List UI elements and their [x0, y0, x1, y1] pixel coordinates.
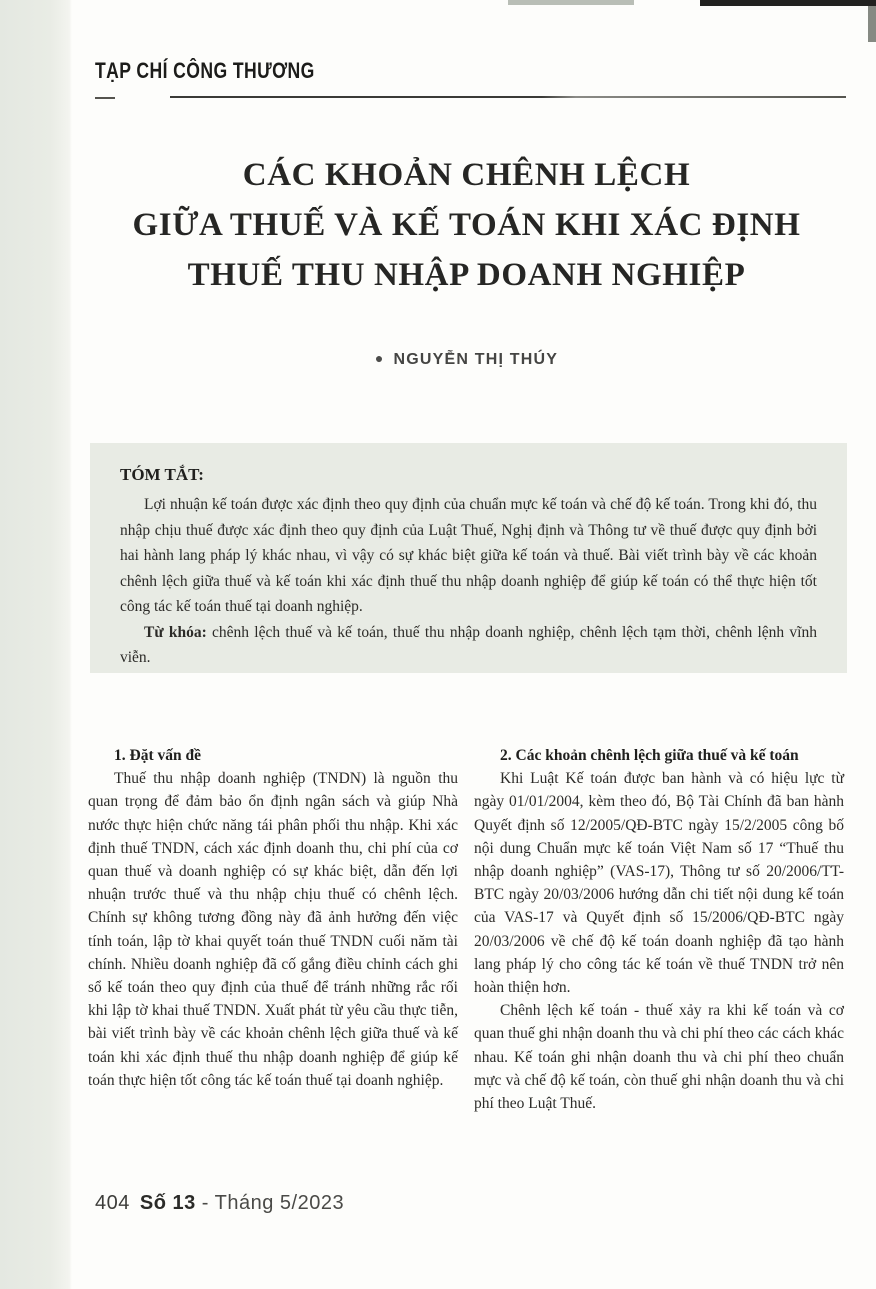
page-footer	[95, 1192, 344, 1215]
keywords-label: Từ khóa:	[144, 623, 207, 641]
scan-artifact-bar-light	[508, 0, 634, 5]
section-2-paragraph-1: Khi Luật Kế toán được ban hành và có hiệu lực từ ngày 01/01/2004, kèm theo đó, Bộ Tài Chính đã ban hành Quyết định số 12/2005/QĐ-BTC ngày 15/2/2005 công bố nội dung Chuẩn mực kế toán Việt Nam số 17 “Thuế thu nhập doanh nghiệp” (VAS-17), Thông tư số 20/2006/TT-BTC ngày 20/03/2006 hướng dẫn chi tiết nội dung kế toán của VAS-17 và Quyết định số 15/2006/QĐ-BTC ngày 20/03/2006 về chế độ kế toán doanh nghiệp đã tạo hành lang pháp lý cho công tác kế toán về thuế TNDN trở nên hoàn thiện hơn.	[474, 770, 844, 997]
issue-label: Số 13	[139, 1192, 196, 1214]
page-number: 404	[95, 1192, 130, 1214]
scan-artifact-bar-dark	[700, 0, 876, 6]
abstract-keywords	[120, 620, 817, 671]
article-body-columns	[88, 744, 845, 1115]
article-title-line-2: GIỮA THUẾ VÀ KẾ TOÁN KHI XÁC ĐỊNH	[132, 207, 801, 243]
issue-date: - Tháng 5/2023	[195, 1192, 345, 1214]
author-bullet-icon: ●	[374, 350, 385, 366]
abstract-box	[90, 443, 847, 673]
column-right	[474, 744, 844, 1115]
section-1-heading: 1. Đặt vấn đề	[114, 747, 201, 764]
scan-artifact-right-notch	[868, 6, 876, 42]
section-2-heading: 2. Các khoản chênh lệch giữa thuế và kế toán	[500, 747, 799, 764]
header-rule-line	[170, 96, 846, 98]
keywords-text: chênh lệch thuế và kế toán, thuế thu nhập doanh nghiệp, chênh lệch tạm thời, chênh lệnh vĩnh viễn.	[120, 623, 817, 666]
section-2-paragraph-2: Chênh lệch kế toán - thuế xảy ra khi kế toán và cơ quan thuế ghi nhận doanh thu và chi phí theo các cách khác nhau. Kế toán ghi nhận doanh thu và chi phí theo chuẩn mực và chế độ kế toán, còn thuế ghi nhận doanh thu và chi phí theo Luật Thuế.	[474, 1002, 844, 1113]
journal-name: TẠP CHÍ CÔNG THƯƠNG	[95, 58, 315, 83]
article-title-line-3: THUẾ THU NHẬP DOANH NGHIỆP	[187, 257, 746, 293]
author-name: NGUYỄN THỊ THÚY	[393, 351, 559, 368]
author-byline	[88, 351, 845, 369]
abstract-heading: TÓM TẮT:	[120, 465, 204, 484]
column-left	[88, 744, 458, 1115]
scan-edge-strip	[0, 0, 72, 1289]
abstract-body: Lợi nhuận kế toán được xác định theo quy định của chuẩn mực kế toán và chế độ kế toán. Trong khi đó, thu nhập chịu thuế được xác định theo quy định của Luật Thuế, Nghị định và Thông tư về thuế được quy định bởi hai hành lang pháp lý khác nhau, vì vậy có sự khác biệt giữa kế toán và thuế. Bài viết trình bày về các khoản chênh lệch giữa thuế và kế toán khi xác định thuế thu nhập doanh nghiệp để giúp kế toán có thể thực hiện tốt công tác kế toán thuế tại doanh nghiệp.	[120, 496, 817, 615]
article-title	[88, 150, 845, 300]
article-title-line-1: CÁC KHOẢN CHÊNH LỆCH	[242, 157, 691, 193]
section-1-paragraph-1: Thuế thu nhập doanh nghiệp (TNDN) là nguồn thu quan trọng để đảm bảo ổn định ngân sách và giúp Nhà nước thực hiện chức năng tái phân phối thu nhập. Khi xác định thuế TNDN, cách xác định doanh thu, chi phí của cơ quan thuế và doanh nghiệp có sự khác biệt, dẫn đến lợi nhuận trước thuế và thu nhập chịu thuế có chênh lệch. Chính sự không tương đồng này đã ảnh hưởng đến việc tính toán, lập tờ khai quyết toán thuế TNDN cuối năm tài chính. Nhiều doanh nghiệp đã cố gắng điều chỉnh cách ghi sổ kế toán theo quy định của thuế để tránh những rắc rối khi lập tờ khai thuế TNDN. Xuất phát từ yêu cầu thực tiễn, bài viết trình bày về các khoản chênh lệch giữa thuế và kế toán khi xác định thuế thu nhập doanh nghiệp để giúp kế toán thực hiện tốt công tác kế toán thuế tại doanh nghiệp.	[88, 770, 458, 1089]
header-rule-dash	[95, 97, 115, 99]
